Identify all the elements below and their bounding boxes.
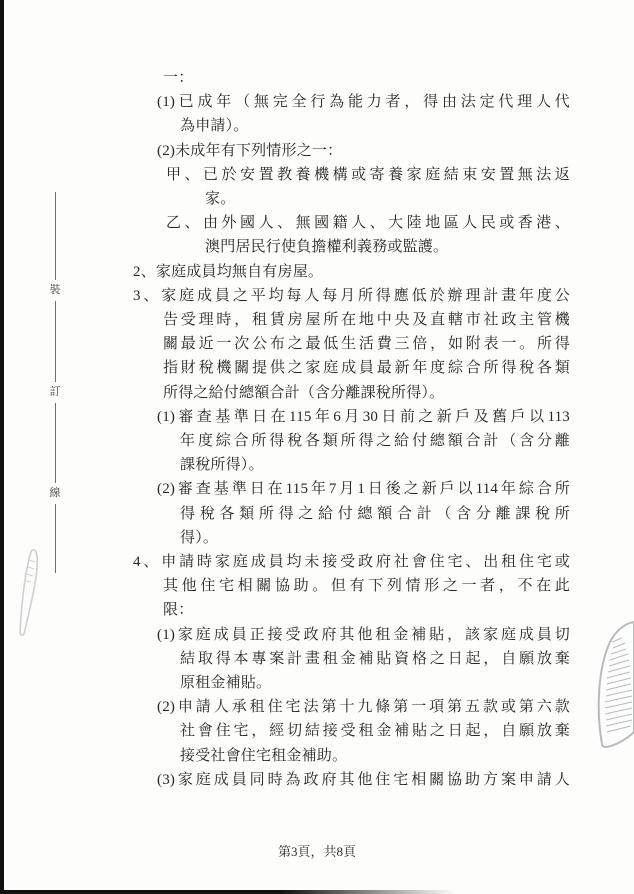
document-line: (1)已成年（無完全行為能力者，得由法定代理人代 [157, 94, 570, 111]
document-line: 甲、已於安置教養機構或寄養家庭結束安置無法返 [166, 166, 570, 183]
document-line: 得稅各類所得之給付總額合計（含分離課稅所 [180, 505, 570, 522]
document-line: 為申請）。 [180, 118, 249, 135]
document-line: (2)審查基準日在115年7月1日後之新戶以114年綜合所 [157, 481, 570, 498]
document-line: 接受社會住宅租金補助。 [180, 747, 348, 764]
binding-char: 線 [49, 483, 62, 504]
scan-edge-bottom [0, 890, 460, 894]
document-line: (1)審查基準日在115年6月30日前之新戶及舊戶以113 [157, 408, 570, 425]
document-line: 告受理時，租賃房屋所在地中央及直轄市社政主管機 [163, 312, 570, 329]
binding-char: 裝 [49, 280, 62, 301]
document-line: 指財稅機關提供之家庭成員最新年度綜合所得稅各類 [163, 360, 570, 377]
document-line: (1)家庭成員正接受政府其他租金補貼，該家庭成員切 [157, 626, 570, 643]
document-line: (2)申請人承租住宅法第十九條第一項第五款或第六款 [157, 699, 570, 716]
document-line: 所得之給付總額合計（含分離課稅所得）。 [163, 384, 445, 401]
document-line: 家。 [205, 191, 236, 208]
document-line: 社會住宅，經切結接受租金補貼之日起，自願放棄 [180, 723, 570, 740]
document-line: 原租金補貼。 [180, 675, 272, 692]
document-line: 4、申請時家庭成員均未接受政府社會住宅、出租住宅或 [133, 554, 570, 571]
document-line: 澳門居民行使負擔權利義務或監護。 [205, 239, 449, 256]
document-line: (3)家庭成員同時為政府其他住宅相關協助方案申請人 [157, 771, 570, 788]
document-line: 結取得本專案計畫租金補貼資格之日起，自願放棄 [180, 650, 570, 667]
document-line: 關最近一次公布之最低生活費三倍，如附表一。所得 [163, 336, 570, 353]
document-body [133, 66, 570, 792]
document-line: 限： [163, 602, 194, 619]
document-line: 2、家庭成員均無自有房屋。 [133, 263, 324, 280]
document-line: 乙、由外國人、無國籍人、大陸地區人民或香港、 [166, 215, 570, 232]
document-line: 年度綜合所得稅各類所得之給付總額合計（含分離 [180, 433, 570, 450]
document-line: 一： [163, 70, 194, 86]
binding-char: 訂 [49, 382, 62, 403]
seal-stamp-fragment-right-icon [588, 620, 634, 748]
document-line: 其他住宅相關協助。但有下列情形之一者，不在此 [163, 578, 570, 595]
seal-stamp-fragment-left-icon [2, 548, 48, 640]
document-line: 得）。 [180, 529, 219, 546]
document-line: 課稅所得）。 [180, 457, 264, 474]
page-number: 第3頁，共8頁 [277, 844, 356, 859]
scan-edge-left [0, 0, 4, 894]
document-line: 3、家庭成員之平均每人每月所得應低於辦理計畫年度公 [133, 287, 570, 304]
document-line: (2)未成年有下列情形之一： [157, 142, 343, 159]
